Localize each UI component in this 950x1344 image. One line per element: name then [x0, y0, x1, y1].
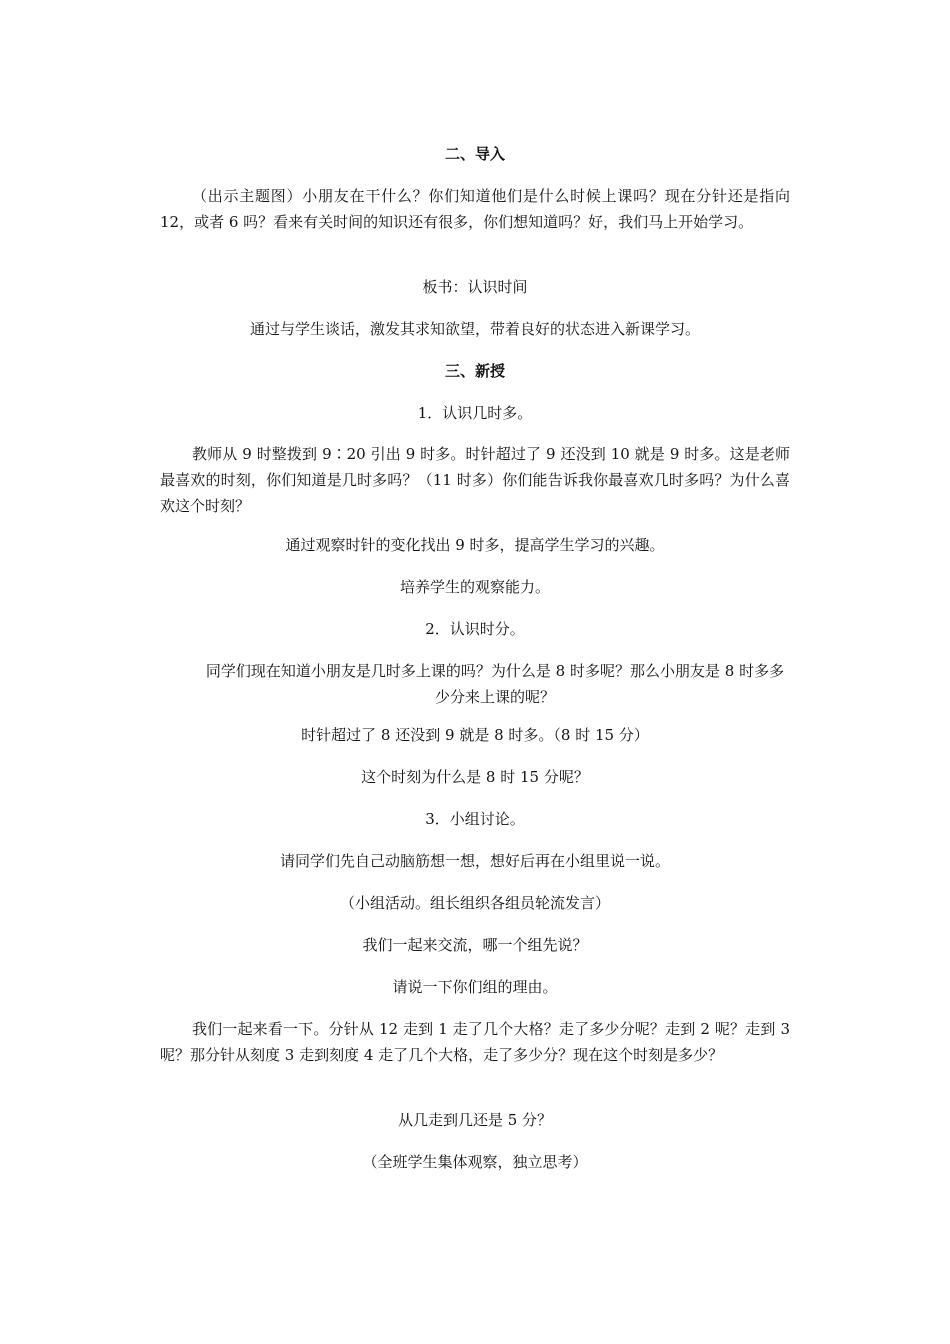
group-activity-line: （小组活动。组长组织各组员轮流发言）	[339, 894, 610, 912]
section-heading-intro: 二、导入	[444, 145, 505, 163]
reason-line: 请说一下你们组的理由。	[392, 978, 558, 996]
item-heading-3: 3．小组讨论。	[425, 810, 525, 828]
board-writing: 板书：认识时间	[422, 278, 528, 296]
paragraph-eight-oclock: 同学们现在知道小朋友是几时多上课的吗？为什么是 8 时多呢？那么小朋友是 8 时多多少分来上课的呢？	[205, 662, 785, 706]
five-minutes-question: 从几走到几还是 5 分？	[397, 1111, 553, 1129]
paragraph-nine-oclock: 教师从 9 时整拨到 9∶20 引出 9 时多。时针超过了 9 还没到 10 就是 9 时多。这是老师最喜欢的时刻，你们知道是几时多吗？（11 时多）你们能告诉我你最喜欢几时多吗？为什么喜欢这个时刻？	[160, 445, 790, 515]
line-eight-fifteen: 时针超过了 8 还没到 9 就是 8 时多。（8 时 15 分）	[301, 726, 649, 744]
design-note-1: 通过观察时针的变化找出 9 时多，提高学生学习的兴趣。	[285, 536, 665, 554]
paragraph-minute-hand: 我们一起来看一下。分针从 12 走到 1 走了几个大格？走了多少分呢？走到 2 呢？走到 3 呢？那分针从刻度 3 走到刻度 4 走了几个大格，走了多少分？现在这个时刻是多少？	[160, 1020, 790, 1064]
question-eight-fifteen: 这个时刻为什么是 8 时 15 分呢？	[361, 768, 589, 786]
exchange-line: 我们一起来交流，哪一个组先说？	[362, 936, 588, 954]
item-heading-2: 2．认识时分。	[425, 620, 525, 638]
group-think-line: 请同学们先自己动脑筋想一想，想好后再在小组里说一说。	[279, 852, 670, 870]
design-note-2: 培养学生的观察能力。	[399, 578, 550, 596]
intro-paragraph: （出示主题图）小朋友在干什么？你们知道他们是什么时候上课吗？现在分针还是指向 12，或者 6 吗？看来有关时间的知识还有很多，你们想知道吗？好，我们马上开始学习。	[160, 187, 790, 231]
intro-design-note: 通过与学生谈话，激发其求知欲望，带着良好的状态进入新课学习。	[249, 320, 700, 338]
item-heading-1: 1．认识几时多。	[417, 404, 533, 422]
section-heading-new-lesson: 三、新授	[444, 362, 505, 380]
class-observe-line: （全班学生集体观察，独立思考）	[362, 1153, 588, 1171]
